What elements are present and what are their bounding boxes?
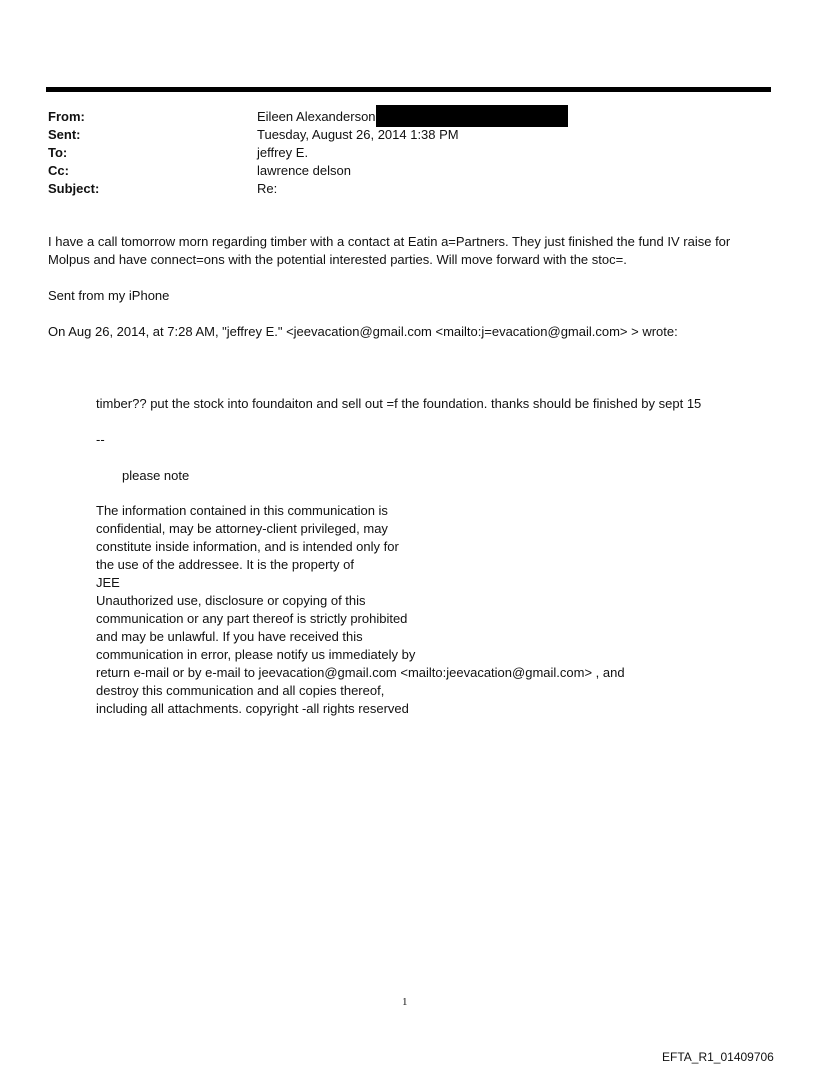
bates-number: EFTA_R1_01409706 <box>662 1050 774 1064</box>
message-line-2: Molpus and have connect=ons with the potential interested parties. Will move forward with the stoc=. <box>48 252 627 267</box>
disclaimer-line: JEE <box>96 575 120 590</box>
to-label: To: <box>48 145 68 160</box>
please-note: please note <box>122 468 190 483</box>
redaction-box <box>376 105 568 127</box>
from-value: Eileen Alexanderson <box>257 109 376 124</box>
to-value: jeffrey E. <box>257 145 309 160</box>
quoted-line-1: timber?? put the stock into foundaiton and sell out =f the foundation. thanks should be finished by sept 15 <box>96 396 702 411</box>
quoted-separator: -- <box>96 432 105 447</box>
subject-value: Re: <box>257 181 278 196</box>
page-number: 1 <box>402 996 408 1008</box>
disclaimer-line: return e-mail or by e-mail to jeevacation@gmail.com <mailto:jeevacation@gmail.com> , and <box>96 665 625 680</box>
disclaimer-line: communication or any part thereof is strictly prohibited <box>96 611 408 626</box>
disclaimer-line: The information contained in this communication is <box>96 503 388 518</box>
disclaimer-line: Unauthorized use, disclosure or copying of this <box>96 593 366 608</box>
disclaimer-line: confidential, may be attorney-client privileged, may <box>96 521 388 536</box>
quote-intro: On Aug 26, 2014, at 7:28 AM, "jeffrey E." <jeevacation@gmail.com <mailto:j=evacation@gmail.com> > wrote: <box>48 324 678 339</box>
cc-label: Cc: <box>48 163 69 178</box>
header-rule <box>46 87 771 92</box>
sent-value: Tuesday, August 26, 2014 1:38 PM <box>257 127 459 142</box>
subject-label: Subject: <box>48 181 100 196</box>
disclaimer-line: destroy this communication and all copies thereof, <box>96 683 385 698</box>
disclaimer-line: including all attachments. copyright -all rights reserved <box>96 701 409 716</box>
disclaimer-line: constitute inside information, and is intended only for <box>96 539 399 554</box>
signature: Sent from my iPhone <box>48 288 170 303</box>
message-line-1: I have a call tomorrow morn regarding timber with a contact at Eatin a=Partners. They just finished the fund IV raise for <box>48 234 731 249</box>
from-label: From: <box>48 109 85 124</box>
disclaimer-line: and may be unlawful. If you have received this <box>96 629 363 644</box>
disclaimer-line: the use of the addressee. It is the property of <box>96 557 354 572</box>
cc-value: lawrence delson <box>257 163 351 178</box>
sent-label: Sent: <box>48 127 81 142</box>
disclaimer-line: communication in error, please notify us immediately by <box>96 647 416 662</box>
